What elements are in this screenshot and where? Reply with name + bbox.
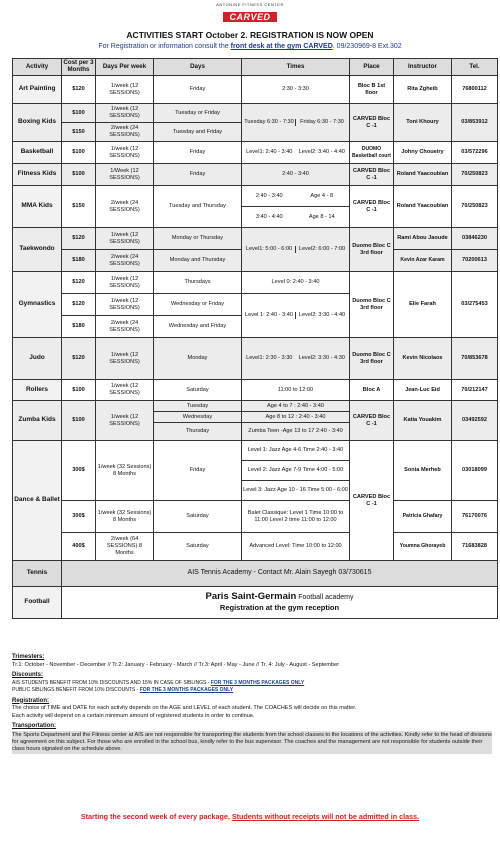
- times-cell: Level 0: 2:40 - 3:40: [242, 272, 350, 294]
- cost-cell: $180: [62, 316, 96, 338]
- header-instructor: Instructor: [394, 59, 452, 76]
- age-slot1: Age 4 - 8: [310, 192, 334, 199]
- activity-cell: Judo: [13, 338, 62, 380]
- days-per-week-cell: 1/week (12 SESSIONS): [96, 401, 154, 441]
- table-row: [13, 587, 498, 619]
- table-row: [13, 104, 498, 123]
- days-per-week-cell: 1/week (12 SESSIONS): [96, 142, 154, 164]
- times-cell: 2:40 - 3:40: [242, 164, 350, 186]
- cost-cell: $120: [62, 294, 96, 316]
- days-cell: Thursday: [154, 423, 242, 441]
- cost-cell: $100: [62, 401, 96, 441]
- days-cell: Saturday: [154, 501, 242, 533]
- table-row: [13, 186, 498, 207]
- days-per-week-cell: 1/week (12 SESSIONS): [96, 338, 154, 380]
- place-cell: Bloc B 1st floor: [350, 76, 394, 104]
- tel-cell: 03/853912: [452, 104, 498, 142]
- cost-cell: 300$: [62, 441, 96, 501]
- subhead-post: . 09/230969-8 Ext.302: [332, 43, 402, 50]
- cost-cell: $120: [62, 338, 96, 380]
- times-cell: [242, 186, 350, 207]
- times-level1: Level1: 5:00 - 6:00: [243, 246, 296, 253]
- instructor-cell: Elie Farah: [394, 272, 452, 338]
- cost-cell: 300$: [62, 501, 96, 533]
- activity-cell: Boxing Kids: [13, 104, 62, 142]
- days-cell: Monday: [154, 338, 242, 380]
- times-level2: Level2: 3:40 - 4:40: [298, 149, 345, 156]
- times-cell: Level 2: Jazz Age 7-9 Time 4:00 - 5:00: [242, 461, 350, 481]
- header-place: Place: [350, 59, 394, 76]
- discount-public: PUBLIC SIBLINGS BENEFIT FROM 10% DISCOUNTS -: [12, 687, 140, 693]
- place-cell: DUOMO Basketball court: [350, 142, 394, 164]
- table-row: [13, 272, 498, 294]
- notes-section: [12, 654, 492, 754]
- days-cell: Monday and Thursday: [154, 250, 242, 272]
- place-cell: CARVED Bloc C -1: [350, 164, 394, 186]
- discount-ais-note: FOR THE 3 MONTHS PACKAGES ONLY: [210, 679, 305, 686]
- table-row: [13, 380, 498, 401]
- psg-brand: Paris Saint-Germain: [205, 591, 297, 602]
- days-per-week-cell: 1/week (12 SESSIONS): [96, 380, 154, 401]
- activity-cell: Rollers: [13, 380, 62, 401]
- cost-cell: $120: [62, 228, 96, 250]
- days-cell: Friday: [154, 76, 242, 104]
- days-cell: Friday: [154, 441, 242, 501]
- times-cell: Balet Classique: Level 1 Time 10:00 to 11:00 Level 2 time 11:00 to 12:00: [242, 501, 350, 533]
- instructor-cell: Rita Zgheib: [394, 76, 452, 104]
- tel-cell: 70/250823: [452, 164, 498, 186]
- header-cost: Cost per 3 Months: [62, 59, 96, 76]
- instructor-cell: Katia Youakim: [394, 401, 452, 441]
- subhead-pre: For Registration or information consult the: [98, 43, 231, 50]
- instructor-cell: Rami Abou Jaoude: [394, 228, 452, 250]
- header-days-per-week: Days Per week: [96, 59, 154, 76]
- registration-info: [0, 43, 500, 50]
- football-info: [62, 587, 498, 619]
- times-cell: [242, 338, 350, 380]
- table-row: [13, 501, 498, 533]
- front-desk-text: front desk at the gym CARVED: [230, 43, 333, 50]
- instructor-cell: Kevin Azar Karam: [394, 250, 452, 272]
- cost-cell: $100: [62, 104, 96, 123]
- place-cell: Duomo Bloc C 3rd floor: [350, 338, 394, 380]
- days-per-week-cell: 1/week (12 SESSIONS): [96, 228, 154, 250]
- activity-cell: Fitness Kids: [13, 164, 62, 186]
- instructor-cell: Roland Yaacoubian: [394, 164, 452, 186]
- activity-cell: Football: [13, 587, 62, 619]
- discount-public-note: FOR THE 3 MONTHS PACKAGES ONLY: [139, 687, 234, 693]
- days-per-week-cell: 1/Week (12 SESSIONS): [96, 164, 154, 186]
- table-row: [13, 228, 498, 250]
- days-cell: Tuesday: [154, 401, 242, 412]
- instructor-cell: Sonia Merheb: [394, 441, 452, 501]
- days-cell: Saturday: [154, 380, 242, 401]
- table-row: [13, 76, 498, 104]
- activities-schedule-table: [12, 58, 498, 619]
- times-cell: [242, 294, 350, 338]
- times-cell: Age 8 to 12 : 2:40 - 3:40: [242, 412, 350, 423]
- instructor-cell: Toni Khoury: [394, 104, 452, 142]
- days-cell: Wednesday or Friday: [154, 294, 242, 316]
- table-row: [13, 401, 498, 412]
- header-activity: Activity: [13, 59, 62, 76]
- activity-cell: Dance & Ballet: [13, 441, 62, 561]
- days-per-week-cell: 1/week (12 SESSIONS): [96, 294, 154, 316]
- header-tel: Tel.: [452, 59, 498, 76]
- times-cell: Zumba Teen -Age 13 to 17 2:40 - 3:40: [242, 423, 350, 441]
- carved-logo: [0, 2, 500, 25]
- page-title: ACTIVITIES START October 2. REGISTRATION IS NOW OPEN: [126, 30, 374, 40]
- days-cell: Tuesday and Thursday: [154, 186, 242, 228]
- times-cell: [242, 142, 350, 164]
- tel-cell: 70/250823: [452, 186, 498, 228]
- place-cell: Duomo Bloc C 3rd floor: [350, 228, 394, 272]
- activity-cell: Art Painting: [13, 76, 62, 104]
- activity-cell: Tennis: [13, 561, 62, 587]
- days-per-week-cell: 2/week (24 SESSIONS): [96, 316, 154, 338]
- discount-ais: AIS STUDENTS BENEFIT FROM 10% DISCOUNTS AND 15% IN CASE OF SIBLINGS -: [12, 679, 211, 686]
- receipts-warning: [0, 812, 500, 821]
- tel-cell: 76800112: [452, 76, 498, 104]
- days-cell: Tuesday or Friday: [154, 104, 242, 123]
- days-per-week-cell: 2/week (64 SESSIONS) 8 Months: [96, 533, 154, 561]
- table-row: [13, 142, 498, 164]
- cost-cell: $120: [62, 272, 96, 294]
- times-level1: Level1: 2:30 - 3:30: [243, 355, 296, 362]
- table-row: [13, 441, 498, 461]
- age-slot2: Age 8 - 14: [308, 213, 335, 220]
- times-slot1: 2:40 - 3:40: [255, 192, 283, 199]
- times-level2: Level2: 6:00 - 7:00: [296, 246, 349, 253]
- activity-cell: MMA Kids: [13, 186, 62, 228]
- tel-cell: 03018099: [452, 441, 498, 501]
- tel-cell: 03492592: [452, 401, 498, 441]
- days-cell: Thursdays: [154, 272, 242, 294]
- place-cell: CARVED Bloc C -1: [350, 441, 394, 561]
- times-friday: Friday 6:30 - 7:30: [296, 119, 349, 126]
- days-per-week-cell: 1/week (12 SESSIONS): [96, 272, 154, 294]
- warning-receipts: Students without receipts will not be admitted in class.: [231, 812, 420, 821]
- header-days: Days: [154, 59, 242, 76]
- days-cell: Saturday: [154, 533, 242, 561]
- tel-cell: 70/853678: [452, 338, 498, 380]
- cost-cell: $120: [62, 76, 96, 104]
- cost-cell: $150: [62, 186, 96, 228]
- place-cell: CARVED Bloc C -1: [350, 104, 394, 142]
- cost-cell: $150: [62, 123, 96, 142]
- cost-cell: $100: [62, 164, 96, 186]
- days-cell: Friday: [154, 142, 242, 164]
- tel-cell: 03/275453: [452, 272, 498, 338]
- times-cell: Age 4 to 7 : 2:40 - 3:40: [242, 401, 350, 412]
- header-times: Times: [242, 59, 350, 76]
- registration-text-2: Each activity will depend on a certain minimum amount of registered students in order to continue.: [12, 712, 255, 719]
- table-row: [13, 533, 498, 561]
- cost-cell: $100: [62, 142, 96, 164]
- tel-cell: 70200613: [452, 250, 498, 272]
- instructor-cell: Kevin Nicolaos: [394, 338, 452, 380]
- times-cell: Level 1: Jazz Age 4-6 Time 2:40 - 3:40: [242, 441, 350, 461]
- days-per-week-cell: 2/week (24 SESSIONS): [96, 123, 154, 142]
- instructor-cell: Patricia Ghafary: [394, 501, 452, 533]
- activity-cell: Taekwondo: [13, 228, 62, 272]
- trimesters-title: Trimesters:: [12, 654, 45, 660]
- registration-title: Registration:: [12, 697, 50, 704]
- transportation-text: The Sports Department and the Fitness center at AIS are not responsible for transporting the students from the school classes to the locations of the activities. Kindly refer to the head of divisions for agreement on this subject. For those who are enrolled in the school bus, kindly refer to the bus supervisor. The coaches and the management are not responsible for students outside their class hours signaled on the schedule above.: [12, 731, 492, 752]
- tel-cell: 71683828: [452, 533, 498, 561]
- football-academy-text: Football academy: [296, 594, 354, 601]
- instructor-cell: Johny Choueiry: [394, 142, 452, 164]
- days-per-week-cell: 1/week (12 SESSIONS): [96, 104, 154, 123]
- times-cell: [242, 228, 350, 272]
- logo-brand: CARVED: [223, 12, 276, 22]
- times-slot2: 3:40 - 4:40: [255, 213, 283, 220]
- times-level2: Level2: 3:30 - 4:30: [296, 355, 349, 362]
- warning-pre: Starting the second week of every package,: [80, 812, 232, 821]
- days-cell: Tuesday and Friday: [154, 123, 242, 142]
- tel-cell: 03846230: [452, 228, 498, 250]
- days-per-week-cell: 2/week (24 SESSIONS): [96, 250, 154, 272]
- instructor-cell: Youmna Ghorayeb: [394, 533, 452, 561]
- activity-cell: Basketball: [13, 142, 62, 164]
- activity-cell: Zumba Kids: [13, 401, 62, 441]
- days-cell: Monday or Thursday: [154, 228, 242, 250]
- days-cell: Wednesday and Friday: [154, 316, 242, 338]
- times-cell: Advanced Level: Time 10:00 to 12:00: [242, 533, 350, 561]
- days-cell: Wednesday: [154, 412, 242, 423]
- cost-cell: $180: [62, 250, 96, 272]
- trimesters-text: Tr.1: October - November - December // Tr.2: January - February - March // Tr.3: April - May - June // Tr. 4: July - August - September: [12, 661, 340, 668]
- place-cell: Duomo Bloc C 3rd floor: [350, 272, 394, 338]
- days-per-week-cell: 2/week (24 SESSIONS): [96, 186, 154, 228]
- table-row: [13, 338, 498, 380]
- football-registration: Registration at the gym reception: [219, 603, 340, 612]
- place-cell: CARVED Bloc C -1: [350, 401, 394, 441]
- times-cell: [242, 207, 350, 228]
- tel-cell: 76170076: [452, 501, 498, 533]
- logo-tagline: ANTONINE FITNESS CENTER: [216, 2, 284, 7]
- registration-text-1: The choice of TIME and DATE for each activity depends on the AGE and LEVEL of each student. The COACHES will decide on this matter.: [12, 705, 357, 711]
- table-row: [13, 164, 498, 186]
- days-per-week-cell: 1/week (32 Sessions) 8 Months: [96, 501, 154, 533]
- table-row: [13, 561, 498, 587]
- transportation-title: Transportation:: [12, 723, 57, 729]
- times-tuesday: Tuesday 6:30 - 7:30: [244, 119, 294, 126]
- tel-cell: 03/572296: [452, 142, 498, 164]
- times-level1: Level 1: 2:40 - 3:40: [243, 312, 296, 319]
- cost-cell: 400$: [62, 533, 96, 561]
- times-cell: 11:00 to 12:00: [242, 380, 350, 401]
- times-cell: Level 3: Jazz Age 10 - 16 Time 5:00 - 6:00: [242, 481, 350, 501]
- instructor-cell: Roland Yaacoubian: [394, 186, 452, 228]
- tel-cell: 70/212147: [452, 380, 498, 401]
- discounts-title: Discounts:: [12, 672, 44, 678]
- table-header-row: [13, 59, 498, 76]
- tennis-info: AIS Tennis Academy - Contact Mr. Alain Sayegh 03/730615: [62, 561, 498, 587]
- cost-cell: $100: [62, 380, 96, 401]
- days-cell: Friday: [154, 164, 242, 186]
- days-per-week-cell: 1/week (32 Sessions) 8 Months: [96, 441, 154, 501]
- activity-cell: Gymnastics: [13, 272, 62, 338]
- times-level1: Level1: 2:40 - 3:40: [246, 149, 293, 156]
- place-cell: Bloc A: [350, 380, 394, 401]
- times-cell: 2:30 - 3:30: [242, 76, 350, 104]
- times-level2: Level2: 3:30 - 4:40: [298, 312, 346, 319]
- instructor-cell: Jean-Luc Eid: [394, 380, 452, 401]
- days-per-week-cell: 1/week (12 SESSIONS): [96, 76, 154, 104]
- times-cell: [242, 104, 350, 142]
- place-cell: CARVED Bloc C -1: [350, 186, 394, 228]
